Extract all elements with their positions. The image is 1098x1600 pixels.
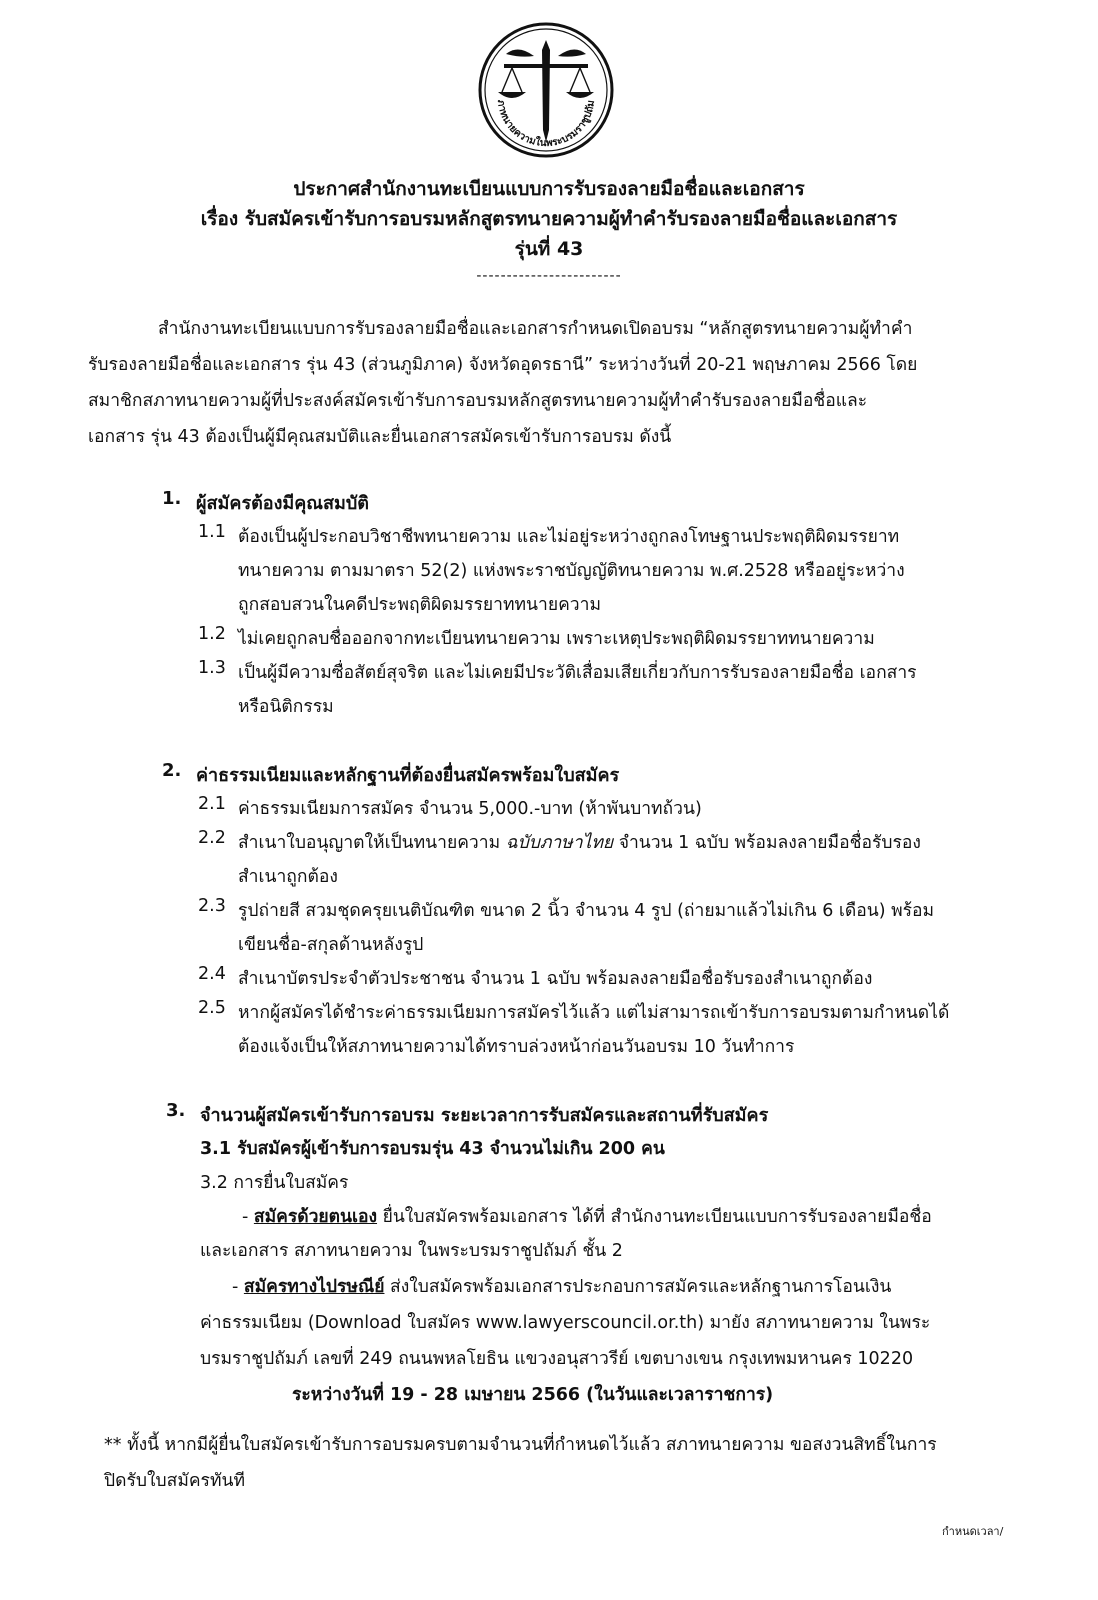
apply-by-post-line-2: ค่าธรรมเนียม (Download ใบสมัคร www.lawyerscouncil.or.th) มายัง สภาทนายความ ในพระ — [200, 1313, 931, 1333]
apply-by-post-line-3: บรมราชูปถัมภ์ เลขที่ 249 ถนนพหลโยธิน แขวงอนุสาวรีย์ เขตบางเขน กรุงเทพมหานคร 10220 — [200, 1349, 914, 1369]
item-2-4-line-1: สำเนาบัตรประจำตัวประชาชน จำนวน 1 ฉบับ พร้อมลงลายมือชื่อรับรองสำเนาถูกต้อง — [238, 969, 873, 989]
header-line-2: เรื่อง รับสมัครเข้ารับการอบรมหลักสูตรทนายความผู้ทำคำรับรองลายมือชื่อและเอกสาร — [200, 208, 898, 230]
header-divider: ------------------------ — [476, 268, 622, 284]
apply-by-post-text: ส่งใบสมัครพร้อมเอกสารประกอบการสมัครและหลักฐานการโอนเงิน — [384, 1277, 892, 1297]
intro-line-4: เอกสาร รุ่น 43 ต้องเป็นผู้มีคุณสมบัติและยื่นเอกสารสมัครเข้ารับการอบรม ดังนี้ — [88, 427, 672, 447]
note-line-1: ** ทั้งนี้ หากมีผู้ยื่นใบสมัครเข้ารับการอบรมครบตามจำนวนที่กำหนดไว้แล้ว สภาทนายความ ขอสงวนสิทธิ์ในการ — [104, 1435, 937, 1455]
lawyers-council-seal-icon — [476, 20, 616, 160]
apply-in-person-dash: - — [242, 1207, 254, 1227]
intro-line-1: สำนักงานทะเบียนแบบการรับรองลายมือชื่อและเอกสารกำหนดเปิดอบรม “หลักสูตรทนายความผู้ทำคำ — [158, 319, 913, 339]
item-1-2-number: 1.2 — [198, 624, 226, 644]
apply-by-post-dash: - — [232, 1277, 244, 1297]
apply-in-person-line-1 — [242, 1202, 932, 1230]
item-1-1-line-1: ต้องเป็นผู้ประกอบวิชาชีพทนายความ และไม่อยู่ระหว่างถูกลงโทษฐานประพฤติผิดมรรยาท — [238, 527, 900, 547]
item-2-3-line-1: รูปถ่ายสี สวมชุดครุยเนติบัณฑิต ขนาด 2 นิ้ว จำนวน 4 รูป (ถ่ายมาแล้วไม่เกิน 6 เดือน) พร้อม — [238, 901, 935, 921]
item-2-2-number: 2.2 — [198, 828, 226, 848]
continuation-marker: กำหนดเวลา/ — [942, 1525, 1004, 1538]
apply-by-post-line-1 — [232, 1272, 891, 1300]
apply-in-person-line-2: และเอกสาร สภาทนายความ ในพระบรมราชูปถัมภ์ ชั้น 2 — [200, 1241, 623, 1261]
item-2-5-number: 2.5 — [198, 998, 226, 1018]
section-3-number: 3. — [166, 1100, 186, 1121]
item-1-1-line-3: ถูกสอบสวนในคดีประพฤติผิดมรรยาททนายความ — [238, 595, 601, 615]
apply-by-post-label: สมัครทางไปรษณีย์ — [243, 1277, 385, 1297]
section-2-number: 2. — [162, 760, 182, 781]
item-1-1-number: 1.1 — [198, 522, 226, 542]
section-1-number: 1. — [162, 488, 182, 509]
item-2-4-number: 2.4 — [198, 964, 226, 984]
item-2-2-thai-version: ฉบับภาษาไทย — [505, 833, 614, 853]
apply-in-person-text: ยื่นใบสมัครพร้อมเอกสาร ได้ที่ สำนักงานทะเบียนแบบการรับรองลายมือชื่อ — [377, 1207, 932, 1227]
item-1-2-line-1: ไม่เคยถูกลบชื่อออกจากทะเบียนทนายความ เพราะเหตุประพฤติผิดมรรยาททนายความ — [238, 629, 875, 649]
application-period: ระหว่างวันที่ 19 - 28 เมษายน 2566 (ในวันและเวลาราชการ) — [292, 1385, 774, 1405]
header-line-3: รุ่นที่ 43 — [514, 238, 584, 260]
item-2-2-line-2: สำเนาถูกต้อง — [238, 867, 338, 887]
item-3-1: 3.1 รับสมัครผู้เข้ารับการอบรมรุ่น 43 จำนวนไม่เกิน 200 คน — [200, 1139, 665, 1159]
section-1-title: ผู้สมัครต้องมีคุณสมบัติ — [196, 493, 369, 514]
item-2-2-text-c: จำนวน 1 ฉบับ พร้อมลงลายมือชื่อรับรอง — [613, 833, 921, 853]
item-1-1-line-2: ทนายความ ตามมาตรา 52(2) แห่งพระราชบัญญัติทนายความ พ.ศ.2528 หรืออยู่ระหว่าง — [238, 561, 905, 581]
seal-text: ภาทนายความในพระบรมราชูปถัม — [494, 99, 598, 150]
item-2-1-line-1: ค่าธรรมเนียมการสมัคร จำนวน 5,000.-บาท (ห้าพันบาทถ้วน) — [238, 799, 702, 819]
section-2-title: ค่าธรรมเนียมและหลักฐานที่ต้องยื่นสมัครพร้อมใบสมัคร — [196, 765, 620, 786]
item-2-2-text-a: สำเนาใบอนุญาตให้เป็นทนายความ — [238, 833, 506, 853]
item-2-5-line-2: ต้องแจ้งเป็นให้สภาทนายความได้ทราบล่วงหน้าก่อนวันอบรม 10 วันทำการ — [238, 1037, 795, 1057]
intro-line-2: รับรองลายมือชื่อและเอกสาร รุ่น 43 (ส่วนภูมิภาค) จังหวัดอุดรธานี” ระหว่างวันที่ 20-21 พฤษภาคม 2566 โดย — [88, 355, 918, 375]
item-2-1-number: 2.1 — [198, 794, 226, 814]
section-3-title: จำนวนผู้สมัครเข้ารับการอบรม ระยะเวลาการรับสมัครและสถานที่รับสมัคร — [200, 1105, 769, 1126]
item-1-3-line-2: หรือนิติกรรม — [238, 697, 334, 717]
intro-line-3: สมาชิกสภาทนายความผู้ที่ประสงค์สมัครเข้ารับการอบรมหลักสูตรทนายความผู้ทำคำรับรองลายมือชื่อและ — [88, 391, 868, 411]
item-3-2: 3.2 การยื่นใบสมัคร — [200, 1173, 349, 1193]
note-line-2: ปิดรับใบสมัครทันที — [104, 1471, 245, 1491]
item-2-5-line-1: หากผู้สมัครได้ชำระค่าธรรมเนียมการสมัครไว้แล้ว แต่ไม่สามารถเข้ารับการอบรมตามกำหนดได้ — [238, 1003, 950, 1023]
item-2-2-line-1 — [238, 828, 921, 856]
item-2-3-number: 2.3 — [198, 896, 226, 916]
header-line-1: ประกาศสำนักงานทะเบียนแบบการรับรองลายมือชื่อและเอกสาร — [293, 178, 805, 200]
item-1-3-line-1: เป็นผู้มีความซื่อสัตย์สุจริต และไม่เคยมีประวัติเสื่อมเสียเกี่ยวกับการรับรองลายมือชื่อ เอกสาร — [238, 663, 917, 683]
item-1-3-number: 1.3 — [198, 658, 226, 678]
item-2-3-line-2: เขียนชื่อ-สกุลด้านหลังรูป — [238, 935, 424, 955]
apply-in-person-label: สมัครด้วยตนเอง — [253, 1207, 378, 1227]
